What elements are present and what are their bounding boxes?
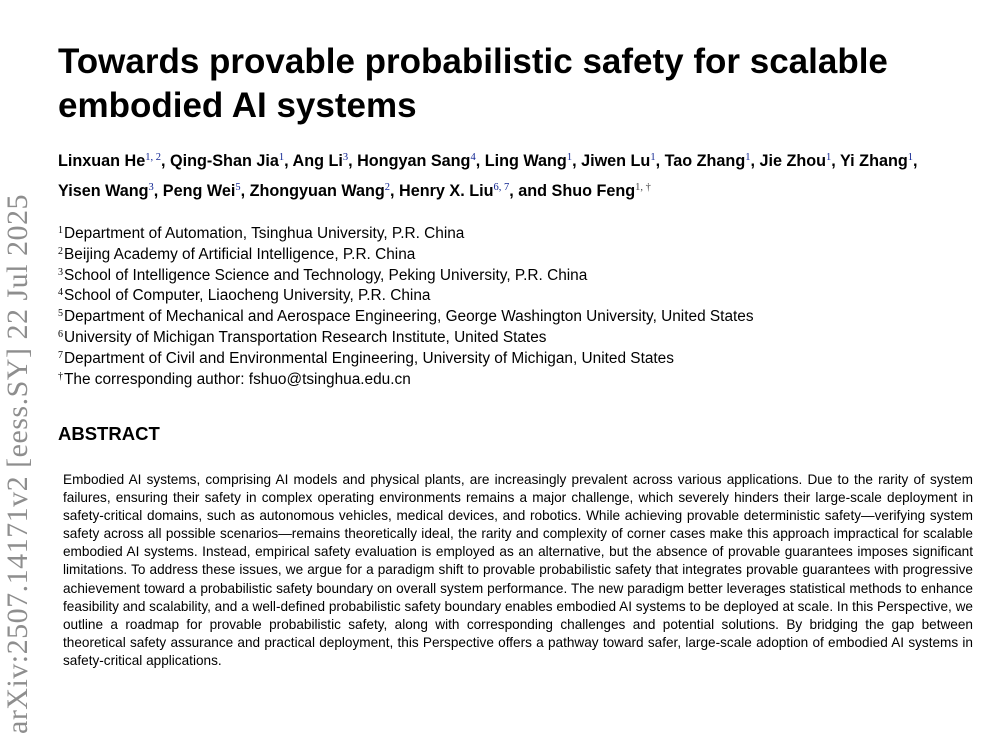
author-separator: , — [348, 152, 358, 170]
affiliation-ref-link[interactable]: 6, 7 — [493, 182, 510, 193]
author-name: Jiwen Lu — [581, 152, 651, 170]
author-separator: , — [831, 152, 840, 170]
affiliation-item — [58, 349, 988, 370]
affiliation-ref-link[interactable]: 1 — [278, 152, 285, 163]
affiliation-mark: 4 — [58, 287, 63, 299]
affiliation-item — [58, 266, 988, 287]
affiliation-ref-link[interactable]: 1, 2 — [145, 152, 161, 163]
affiliation-text: School of Intelligence Science and Technology, Peking University, P.R. China — [64, 266, 588, 284]
affiliation-text: Department of Civil and Environmental Engineering, University of Michigan, United States — [64, 349, 674, 367]
affiliation-ref-link[interactable]: 4 — [470, 152, 476, 163]
author-separator: , — [284, 152, 293, 170]
arxiv-identifier-stamp: arXiv:2507.14171v2 [eess.SY] 22 Jul 2025 — [1, 194, 34, 734]
author-name: Yisen Wang — [58, 182, 149, 200]
affiliation-mark: 5 — [58, 308, 63, 320]
affiliation-item — [58, 245, 988, 266]
author-separator: , — [161, 152, 170, 170]
author-list — [58, 146, 988, 206]
author-name: Jie Zhou — [759, 152, 827, 170]
author-name: Ling Wang — [484, 152, 567, 170]
affiliation-text: University of Michigan Transportation Research Institute, United States — [64, 328, 547, 346]
author-name: Qing-Shan Jia — [170, 152, 279, 170]
affiliation-ref-link[interactable]: 1 — [826, 152, 832, 163]
affiliation-ref-link[interactable]: 3 — [148, 182, 154, 193]
affiliation-text: School of Computer, Liaocheng University, P.R. China — [64, 287, 431, 305]
author-separator: , — [572, 152, 582, 170]
author-name: Linxuan He — [58, 152, 146, 170]
abstract-heading: ABSTRACT — [58, 423, 160, 444]
author-separator: , — [153, 182, 163, 200]
author-name: Ang Li — [292, 152, 343, 170]
affiliation-text: Beijing Academy of Artificial Intelligence, P.R. China — [64, 245, 416, 263]
author-separator: , — [240, 182, 250, 200]
affiliation-item — [58, 307, 988, 328]
affiliation-ref-link[interactable]: 1 — [650, 152, 656, 163]
affiliation-item — [58, 224, 988, 245]
abstract-text: Embodied AI systems, comprising AI models and physical plants, are increasingly prevalent across various applications. Due to the rarity of system failures, ensuring their safety in complex operating environments remains a major challenge, which severely hinders their large-scale deployment in safety-critical domains, such as autonomous vehicles, medical devices, and robotics. While achieving provable deterministic safety—verifying system safety across all possible scenarios—remains theoretically ideal, the rarity and complexity of corner cases make this approach impractical for scalable embodied AI systems. Instead, empirical safety evaluation is employed as an alternative, but the absence of provable guarantees imposes significant limitations. To address these issues, we argue for a paradigm shift to provable probabilistic safety that integrates provable guarantees with progressive achievement toward a probabilistic safety boundary on overall system performance. The new paradigm better leverages statistical methods to enhance feasibility and scalability, and a well-defined probabilistic safety boundary enables embodied AI systems to be deployed at scale. In this Perspective, we outline a roadmap for provable probabilistic safety, along with corresponding challenges and potential solutions. By bridging the gap between theoretical safety assurance and practical deployment, this Perspective offers a pathway toward safer, large-scale adoption of embodied AI systems in safety-critical applications. — [63, 472, 973, 668]
author-separator: , — [390, 182, 400, 200]
affiliation-list — [58, 224, 988, 390]
author-name: Tao Zhang — [664, 152, 746, 170]
affiliation-mark: 7 — [58, 349, 63, 361]
affiliation-mark: 3 — [58, 266, 63, 278]
affiliation-mark: 6 — [58, 328, 63, 340]
author-name: Yi Zhang — [839, 152, 908, 170]
author-name: Henry X. Liu — [399, 182, 494, 200]
affiliation-item — [58, 286, 988, 307]
affiliation-item — [58, 370, 988, 391]
affiliation-text: The corresponding author: fshuo@tsinghua.edu.cn — [64, 370, 411, 388]
author-name: Zhongyuan Wang — [249, 182, 385, 200]
affiliation-mark: † — [58, 370, 63, 382]
affiliation-text: Department of Automation, Tsinghua University, P.R. China — [64, 225, 465, 242]
author-name: Peng Wei — [162, 182, 236, 200]
affiliation-ref-link[interactable]: 3 — [342, 152, 349, 163]
affiliation-mark: 1 — [58, 225, 63, 236]
paper-title: Towards provable probabilistic safety for scalable embodied AI systems — [58, 42, 888, 125]
affiliation-item — [58, 328, 988, 349]
author-separator: , — [750, 152, 760, 170]
affiliation-ref-link[interactable]: 1 — [907, 152, 913, 163]
affiliation-ref-link[interactable]: 5 — [235, 182, 241, 193]
author-name: Shuo Feng — [551, 182, 636, 200]
author-separator: , and — [509, 182, 552, 200]
author-name: Hongyan Sang — [357, 152, 471, 170]
affiliation-ref-link: 1, † — [635, 182, 651, 193]
affiliation-ref-link[interactable]: 2 — [384, 182, 391, 193]
author-separator: , — [655, 152, 665, 170]
author-separator: , — [912, 152, 918, 170]
affiliation-ref-link[interactable]: 1 — [566, 152, 573, 163]
affiliation-text: Department of Mechanical and Aerospace Engineering, George Washington University, United States — [64, 308, 754, 326]
affiliation-mark: 2 — [58, 245, 63, 257]
affiliation-ref-link[interactable]: 1 — [745, 152, 751, 163]
author-separator: , — [475, 152, 485, 170]
